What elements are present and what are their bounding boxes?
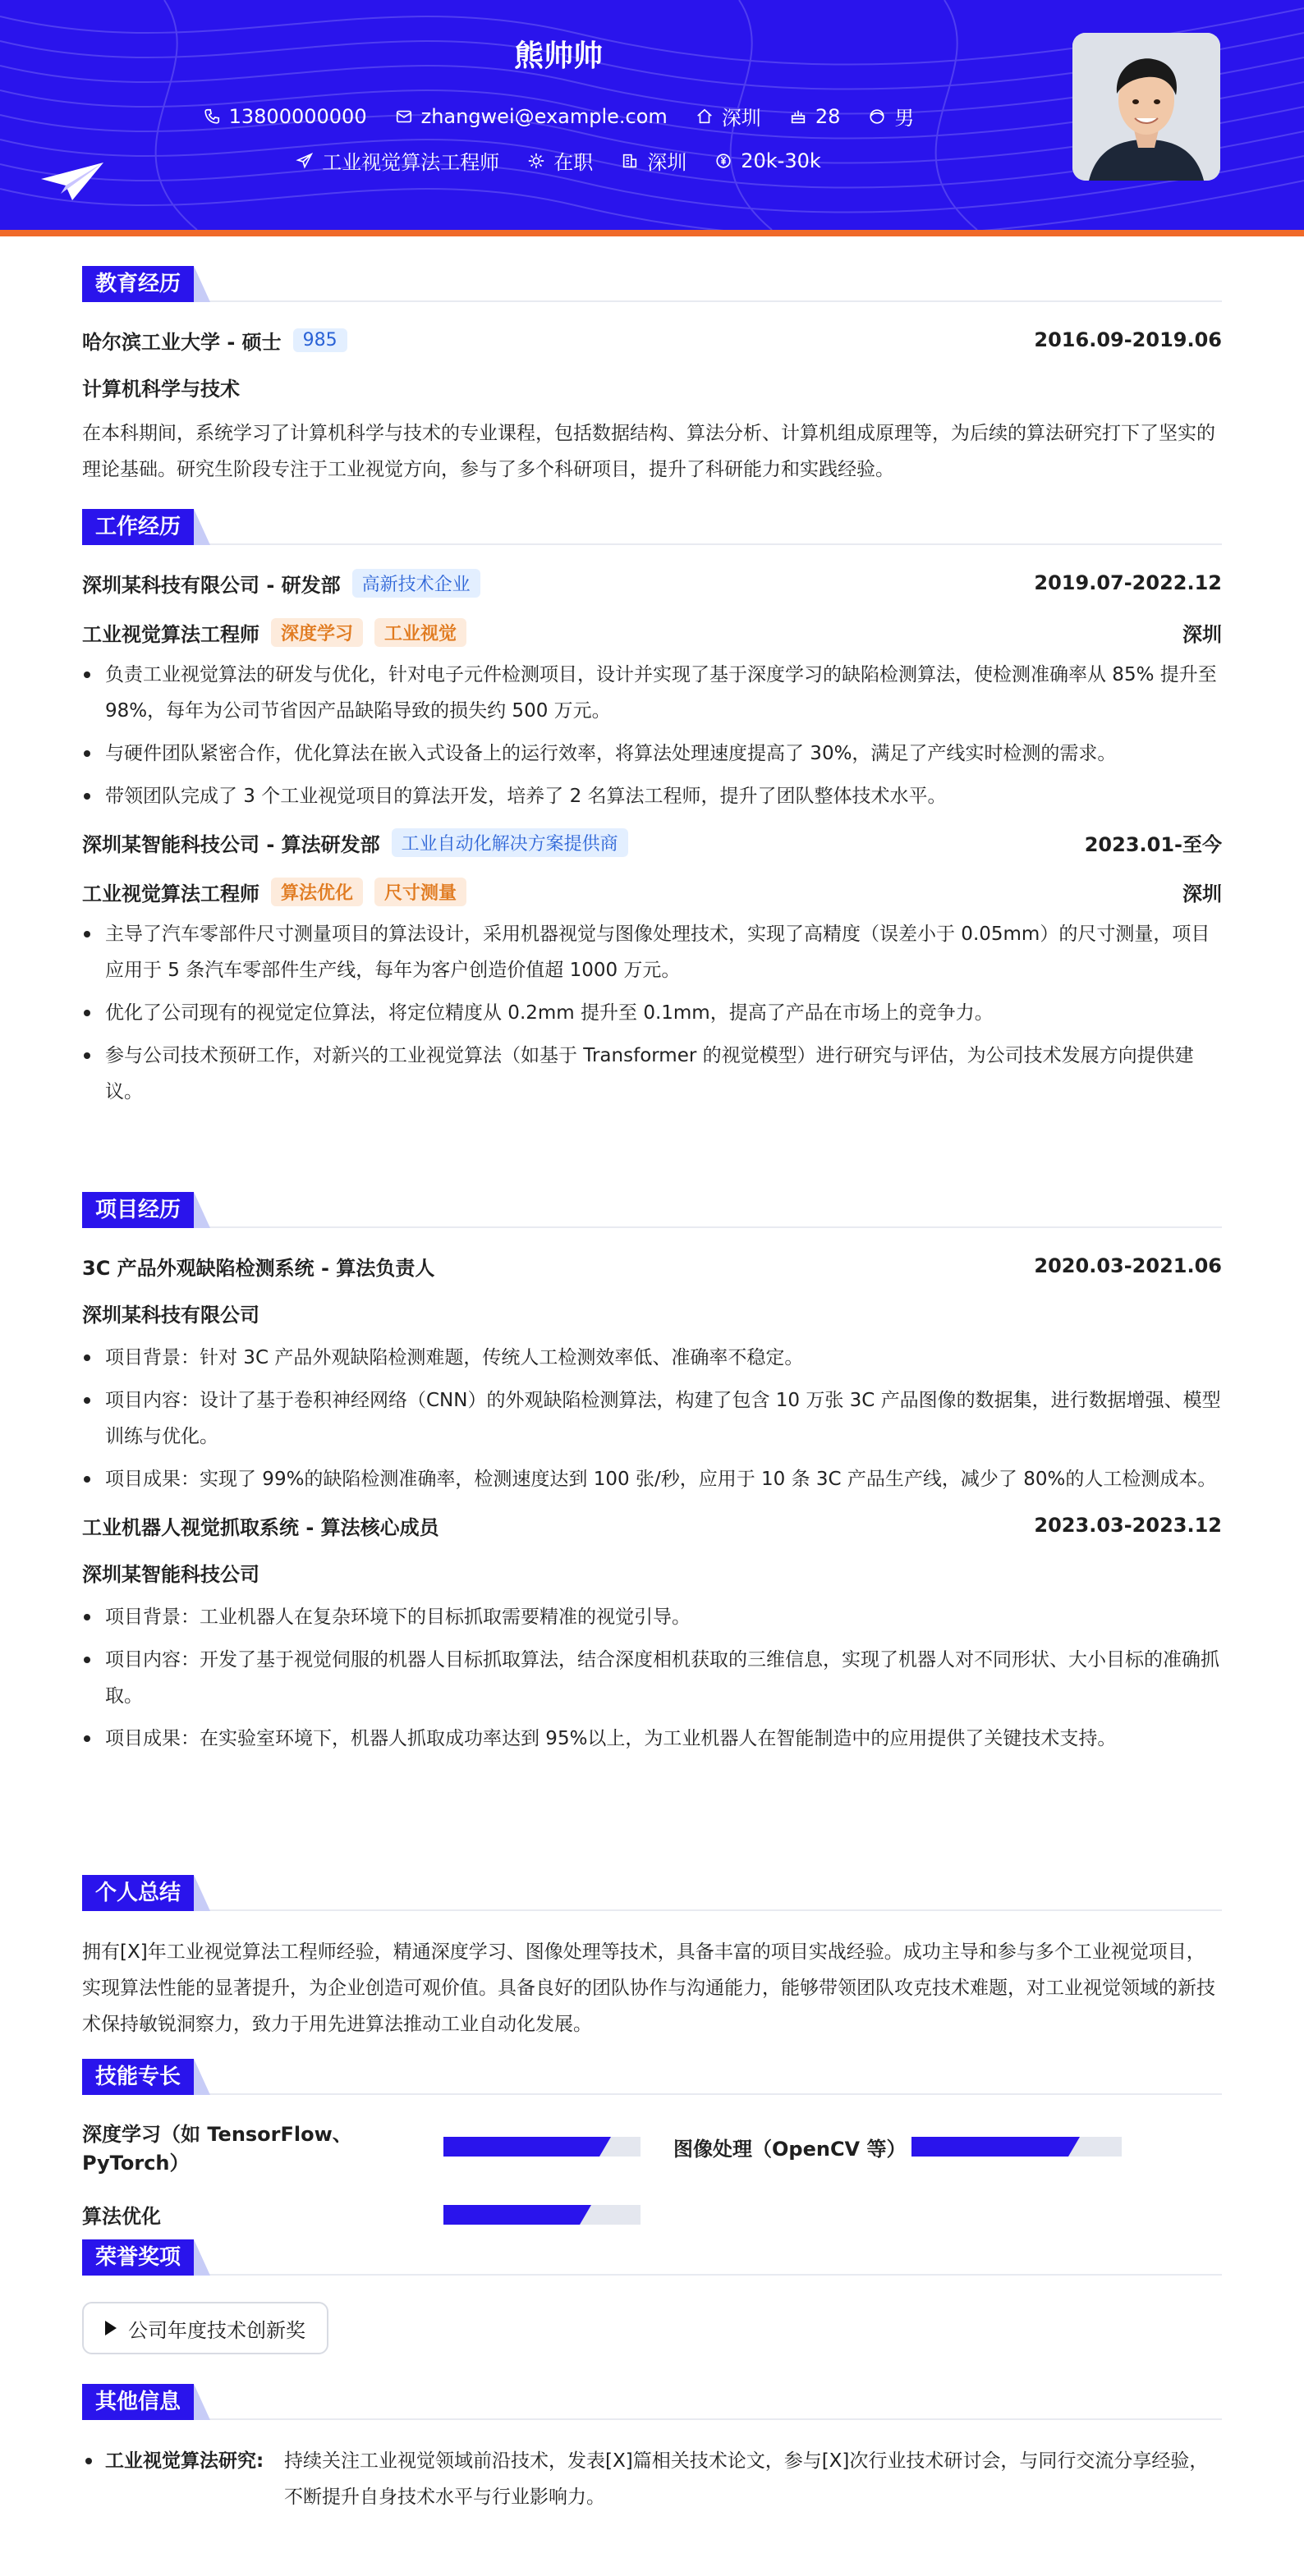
gender-info: [868, 102, 914, 131]
skills-section-title: 技能专长: [82, 2059, 194, 2095]
projects-section: [82, 1192, 1222, 1875]
job-entry: [82, 568, 1222, 814]
work-section: [82, 509, 1222, 1192]
skill-tag: 尺寸测量: [374, 878, 466, 906]
project-entry: [82, 1510, 1222, 1757]
skill-level-bar: [911, 2137, 1122, 2157]
skill-level-fill: [443, 2205, 580, 2225]
skill-level-bar: [443, 2137, 641, 2157]
job-company: 深圳某智能科技公司 - 算法研发部: [82, 832, 380, 856]
job-role-left: [82, 618, 466, 647]
job-role: 工业视觉算法工程师: [82, 622, 259, 646]
project-entry: [82, 1251, 1222, 1497]
skill-level-bar: [443, 2205, 641, 2225]
school-badge: 985: [293, 328, 347, 352]
company-tag: 工业自动化解决方案提供商: [392, 828, 628, 857]
resume-body: [82, 266, 1222, 2523]
gender: 男: [894, 107, 915, 130]
company-tag: 高新技术企业: [352, 569, 480, 598]
list-item: 优化了公司现有的视觉定位算法，将定位精度从 0.2mm 提升至 0.1mm，提高了产品在市场上的竞争力。: [82, 995, 1222, 1031]
project-company: 深圳某智能科技公司: [82, 1563, 259, 1586]
skill-name: 图像处理（OpenCV 等）: [673, 2137, 907, 2161]
job-role: 工业视觉算法工程师: [82, 882, 259, 905]
skill-level-fill: [911, 2137, 1068, 2157]
job-location: 深圳: [1182, 882, 1222, 905]
home-icon: [696, 108, 714, 126]
major-name: 计算机科学与技术: [82, 378, 240, 401]
projects-section-title: 项目经历: [82, 1192, 194, 1228]
honors-section-header: [82, 2239, 1222, 2276]
job-period: 2019.07-2022.12: [1034, 571, 1222, 594]
building-icon: [621, 152, 639, 170]
email-address: zhangwei@example.com: [420, 104, 668, 128]
job-entry: [82, 827, 1222, 1110]
salary-info: [714, 149, 821, 172]
projects-section-header: [82, 1192, 1222, 1228]
employment-status: 在职: [553, 151, 594, 174]
project-company: 深圳某科技有限公司: [82, 1304, 259, 1327]
job-role-left: [82, 878, 466, 906]
job-company-row: [82, 827, 1222, 857]
summary-section-title: 个人总结: [82, 1875, 194, 1911]
project-bullets: [82, 1340, 1222, 1497]
other-info-label: 工业视觉算法研究:: [105, 2450, 264, 2472]
phone-number: 13800000000: [228, 104, 367, 128]
skills-section: [82, 2059, 1222, 2239]
project-row: [82, 1510, 1222, 1540]
job-bullets: [82, 657, 1222, 814]
list-item: 项目成果：在实验室环境下，机器人抓取成功率达到 95%以上，为工业机器人在智能制造中的应用提供了关键技术支持。: [82, 1721, 1222, 1757]
header-accent-stripe: [0, 230, 1304, 236]
city: 深圳: [721, 107, 761, 130]
summary-text: 拥有[X]年工业视觉算法工程师经验，精通深度学习、图像处理等技术，具备丰富的项目实战经验。成功主导和参与多个工业视觉项目，实现算法性能的显著提升，为企业创造可观价值。具备良好的团队协作与沟通能力，能够带领团队攻克技术难题，对工业视觉领域的新技术保持敏锐洞察力，致力于用先进算法推动工业自动化发展。: [82, 1941, 1215, 2035]
list-item: 项目内容：开发了基于视觉伺服的机器人目标抓取算法，结合深度相机获取的三维信息，实现了机器人对不同形状、大小目标的准确抓取。: [82, 1642, 1222, 1714]
other-info-section-title: 其他信息: [82, 2384, 194, 2420]
project-period: 2023.03-2023.12: [1034, 1514, 1222, 1537]
job-info-row: [0, 146, 1117, 175]
list-item: 项目内容：设计了基于卷积神经网络（CNN）的外观缺陷检测算法，构建了包含 10 万张 3C 产品图像的数据集，进行数据增强、模型训练与优化。: [82, 1382, 1222, 1455]
list-item: 主导了汽车零部件尺寸测量项目的算法设计，采用机器视觉与图像处理技术，实现了高精度（误差小于 0.05mm）的尺寸测量，项目应用于 5 条汽车零部件生产线，每年为客户创造价值超 1000 万元。: [82, 916, 1222, 988]
user-face-icon: [868, 108, 886, 126]
job-company-row: [82, 568, 1222, 598]
status-gear-icon: [527, 152, 545, 170]
skills-grid: [82, 2118, 1222, 2229]
status-info: [527, 146, 593, 175]
skill-name: 算法优化: [82, 2205, 161, 2228]
award-item[interactable]: [82, 2302, 328, 2354]
list-item: 带领团队完成了 3 个工业视觉项目的算法开发，培养了 2 名算法工程师，提升了团队整体技术水平。: [82, 778, 1222, 814]
project-period: 2020.03-2021.06: [1034, 1254, 1222, 1277]
project-bullets: [82, 1599, 1222, 1757]
salary-range: 20k-30k: [741, 149, 821, 172]
target-city-info: [621, 146, 686, 175]
list-item: 项目背景：针对 3C 产品外观缺陷检测难题，传统人工检测效率低、准确率不稳定。: [82, 1340, 1222, 1376]
paper-plane-icon: [39, 161, 105, 202]
candidate-name: 熊帅帅: [513, 39, 603, 73]
other-info-item: [82, 2443, 1222, 2515]
honors-section: [82, 2239, 1222, 2384]
project-row: [82, 1251, 1222, 1281]
phone-icon: [203, 108, 221, 126]
list-item: 项目成果：实现了 99%的缺陷检测准确率，检测速度达到 100 张/秒，应用于 10 条 3C 产品生产线，减少了 80%的人工检测成本。: [82, 1461, 1222, 1497]
other-info-section-header: [82, 2384, 1222, 2420]
job-location: 深圳: [1182, 622, 1222, 646]
education-description: 在本科期间，系统学习了计算机科学与技术的专业课程，包括数据结构、算法分析、计算机组成原理等，为后续的算法研究打下了坚实的理论基础。研究生阶段专注于工业视觉方向，参与了多个科研项目，提升了科研能力和实践经验。: [82, 423, 1215, 480]
yuan-coin-icon: [714, 152, 732, 170]
email-info: [395, 105, 668, 128]
award-label: 公司年度技术创新奖: [128, 2318, 305, 2342]
age-info: [789, 105, 841, 128]
education-row: [82, 325, 1222, 355]
list-item: 与硬件团队紧密合作，优化算法在嵌入式设备上的运行效率，将算法处理速度提高了 30%，满足了产线实时检测的需求。: [82, 736, 1222, 772]
skill-name: 深度学习（如 TensorFlow、PyTorch）: [82, 2123, 352, 2175]
avatar-portrait-icon: [1072, 33, 1220, 181]
skill-tag: 深度学习: [271, 618, 363, 647]
project-name: 3C 产品外观缺陷检测系统 - 算法负责人: [82, 1256, 435, 1280]
job-company-left: [82, 569, 480, 598]
education-section: [82, 266, 1222, 509]
education-section-title: 教育经历: [82, 266, 194, 302]
job-company-left: [82, 828, 628, 857]
work-section-header: [82, 509, 1222, 545]
play-triangle-icon: [105, 2321, 117, 2335]
job-period: 2023.01-至今: [1084, 832, 1222, 856]
list-item: 参与公司技术预研工作，对新兴的工业视觉算法（如基于 Transformer 的视觉模型）进行研究与评估，为公司技术发展方向提供建议。: [82, 1038, 1222, 1110]
job-title: 工业视觉算法工程师: [322, 151, 500, 174]
list-item: 项目背景：工业机器人在复杂环境下的目标抓取需要精准的视觉引导。: [82, 1599, 1222, 1635]
job-role-row: [82, 877, 1222, 906]
list-item: 负责工业视觉算法的研发与优化，针对电子元件检测项目，设计并实现了基于深度学习的缺陷检测算法，使检测准确率从 85% 提升至 98%，每年为公司节省因产品缺陷导致的损失约 500 万元。: [82, 657, 1222, 729]
skills-section-header: [82, 2059, 1222, 2095]
target-city: 深圳: [647, 151, 687, 174]
job-role-row: [82, 617, 1222, 647]
resume-header: [0, 0, 1304, 230]
mail-icon: [395, 108, 413, 126]
age: 28: [815, 104, 841, 128]
school-name: 哈尔滨工业大学 - 硕士: [82, 330, 282, 354]
work-section-title: 工作经历: [82, 509, 194, 545]
other-info-text: 持续关注工业视觉领域前沿技术，发表[X]篇相关技术论文，参与[X]次行业技术研讨会，与同行交流分享经验，不断提升自身技术水平与行业影响力。: [284, 2450, 1209, 2508]
contact-info-row: [0, 102, 1117, 131]
city-info: [696, 102, 761, 131]
education-row-left: [82, 326, 347, 355]
job-company: 深圳某科技有限公司 - 研发部: [82, 573, 341, 597]
phone-info: [203, 105, 367, 128]
summary-section: [82, 1875, 1222, 2059]
education-period: 2016.09-2019.06: [1034, 328, 1222, 351]
job-title-info: [296, 146, 499, 175]
other-info-section: [82, 2384, 1222, 2523]
job-bullets: [82, 916, 1222, 1110]
honors-section-title: 荣誉奖项: [82, 2239, 194, 2276]
summary-section-header: [82, 1875, 1222, 1911]
skill-level-fill: [443, 2137, 599, 2157]
skill-tag: 算法优化: [271, 878, 363, 906]
education-section-header: [82, 266, 1222, 302]
profile-photo: [1072, 33, 1220, 181]
cake-icon: [789, 108, 807, 126]
skill-tag: 工业视觉: [374, 618, 466, 647]
send-icon: [296, 152, 314, 170]
project-name: 工业机器人视觉抓取系统 - 算法核心成员: [82, 1515, 439, 1539]
